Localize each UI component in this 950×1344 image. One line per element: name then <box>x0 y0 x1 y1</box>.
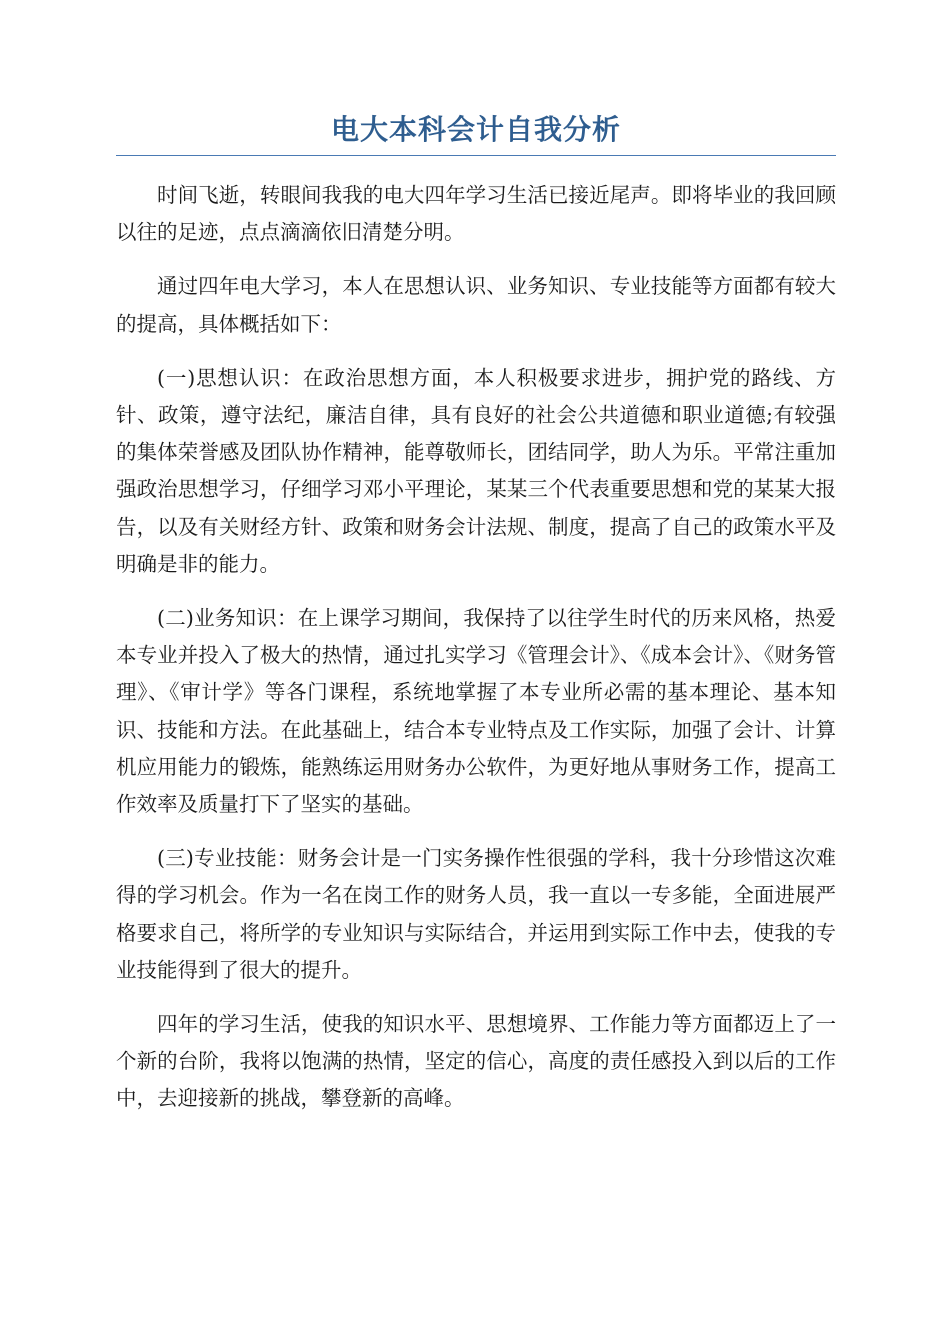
title-underline <box>116 155 836 156</box>
paragraph-intro: 时间飞逝，转眼间我我的电大四年学习生活已接近尾声。即将毕业的我回顾以往的足迹，点点滴滴依旧清楚分明。 <box>116 183 836 245</box>
paragraph-overview: 通过四年电大学习，本人在思想认识、业务知识、专业技能等方面都有较大的提高，具体概括如下： <box>116 274 836 336</box>
document-title: 电大本科会计自我分析 <box>330 113 621 146</box>
paragraph-ideology: (一)思想认识：在政治思想方面，本人积极要求进步，拥护党的路线、方针、政策，遵守法纪，廉洁自律，具有良好的社会公共道德和职业道德;有较强的集体荣誉感及团队协作精神，能尊敬师长，团结同学，助人为乐。平常注重加强政治思想学习，仔细学习邓小平理论，某某三个代表重要思想和党的某某大报告，以及有关财经方针、政策和财务会计法规、制度，提高了自己的政策水平及明确是非的能力。 <box>116 365 836 576</box>
paragraph-conclusion: 四年的学习生活，使我的知识水平、思想境界、工作能力等方面都迈上了一个新的台阶，我将以饱满的热情，坚定的信心，高度的责任感投入到以后的工作中，去迎接新的挑战，攀登新的高峰。 <box>116 1012 836 1111</box>
paragraph-business-knowledge: (二)业务知识：在上课学习期间，我保持了以往学生时代的历来风格，热爱本专业并投入了极大的热情，通过扎实学习《管理会计》、《成本会计》、《财务管理》、《审计学》等各门课程，系统地掌握了本专业所必需的基本理论、基本知识、技能和方法。在此基础上，结合本专业特点及工作实际，加强了会计、计算机应用能力的锻炼，能熟练运用财务办公软件，为更好地从事财务工作，提高工作效率及质量打下了坚实的基础。 <box>116 606 836 817</box>
paragraph-professional-skills: (三)专业技能：财务会计是一门实务操作性很强的学科，我十分珍惜这次难得的学习机会。作为一名在岗工作的财务人员，我一直以一专多能，全面进展严格要求自己，将所学的专业知识与实际结合，并运用到实际工作中去，使我的专业技能得到了很大的提升。 <box>116 846 836 982</box>
document-page <box>116 110 836 1118</box>
